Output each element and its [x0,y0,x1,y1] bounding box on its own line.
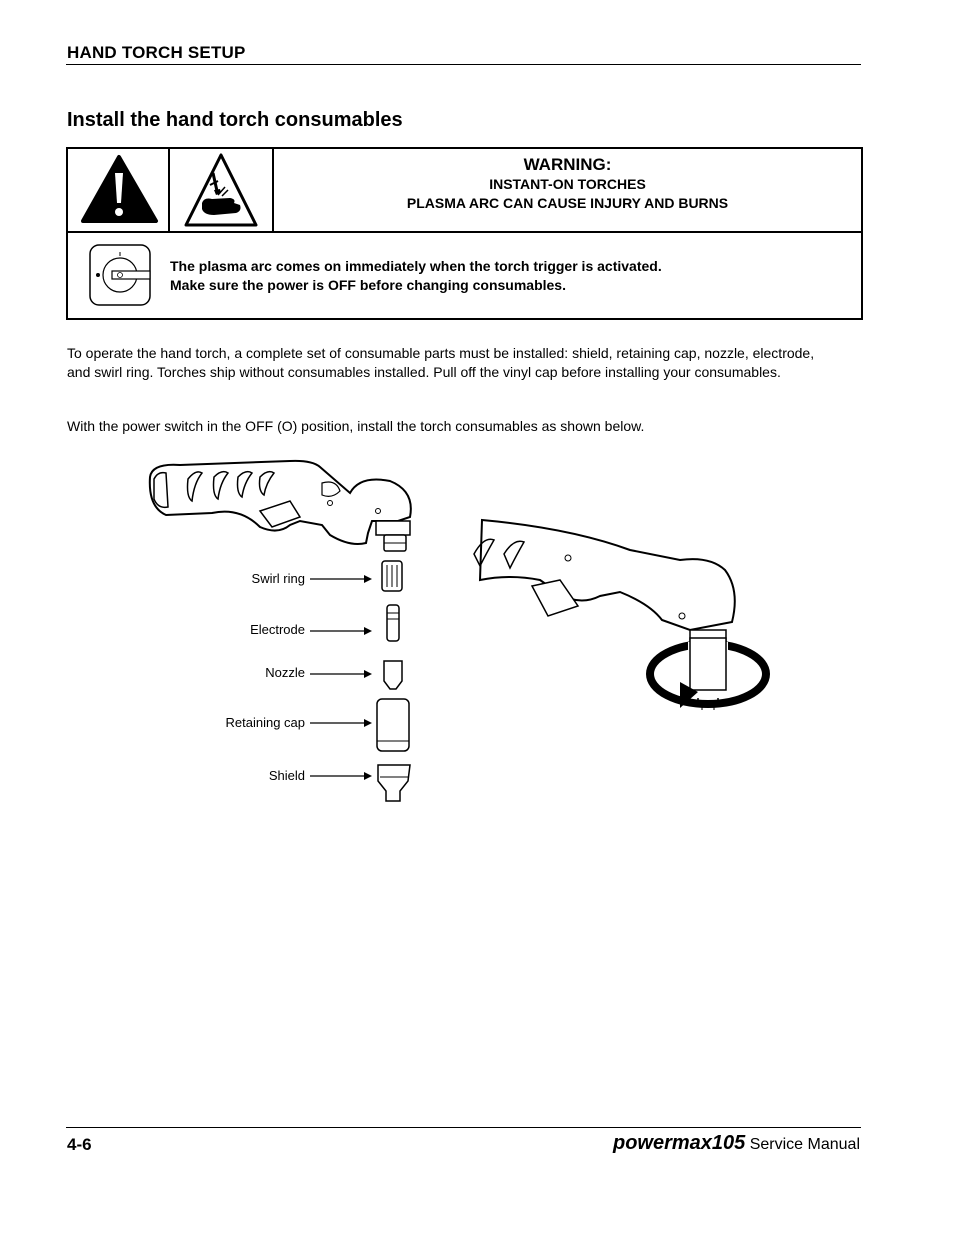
page-title: Install the hand torch consumables [67,109,403,131]
page-number: 4-6 [67,1135,92,1154]
warning-triangle-icon [68,149,170,233]
section-header: HAND TORCH SETUP [67,43,246,62]
footer-rule [66,1127,861,1128]
part-label-shield: Shield [268,768,305,783]
header-rule [66,64,861,65]
manual-suffix: Service Manual [745,1136,860,1153]
part-label-electrode: Electrode [250,622,305,637]
warning-text-cell [274,149,861,233]
warning-line-1: INSTANT-ON TORCHES [489,176,646,192]
warning-box [66,147,863,320]
warning-line-2: PLASMA ARC CAN CAUSE INJURY AND BURNS [406,195,729,211]
warning-triangle-cell [68,149,170,233]
assembled-torch-illustration [450,510,780,730]
part-label-retaining-cap: Retaining cap [225,715,305,730]
hand-hazard-icon [170,149,272,233]
warning-body-cell [68,233,861,318]
intro-paragraph: To operate the hand torch, a complete set of consumable parts must be installed: shield, retaining cap, nozzle, electrode, and swirl ring. Torches ship without consumables installed. Pull off the vinyl cap before installing your consumables. [67,345,815,380]
warning-body-1: The plasma arc comes on immediately when the torch trigger is activated. [170,258,662,274]
power-switch-icon [88,243,152,307]
instruction-paragraph: With the power switch in the OFF (O) position, install the torch consumables as shown below. [67,418,645,434]
warning-heading: WARNING: [523,155,612,174]
hand-hazard-cell [170,149,274,233]
footer-manual-title [613,1132,860,1155]
part-label-swirl-ring: Swirl ring [251,571,305,586]
part-label-nozzle: Nozzle [265,665,305,680]
brand-name: powermax105 [612,1132,746,1154]
warning-body-2: Make sure the power is OFF before changing consumables. [170,277,566,293]
